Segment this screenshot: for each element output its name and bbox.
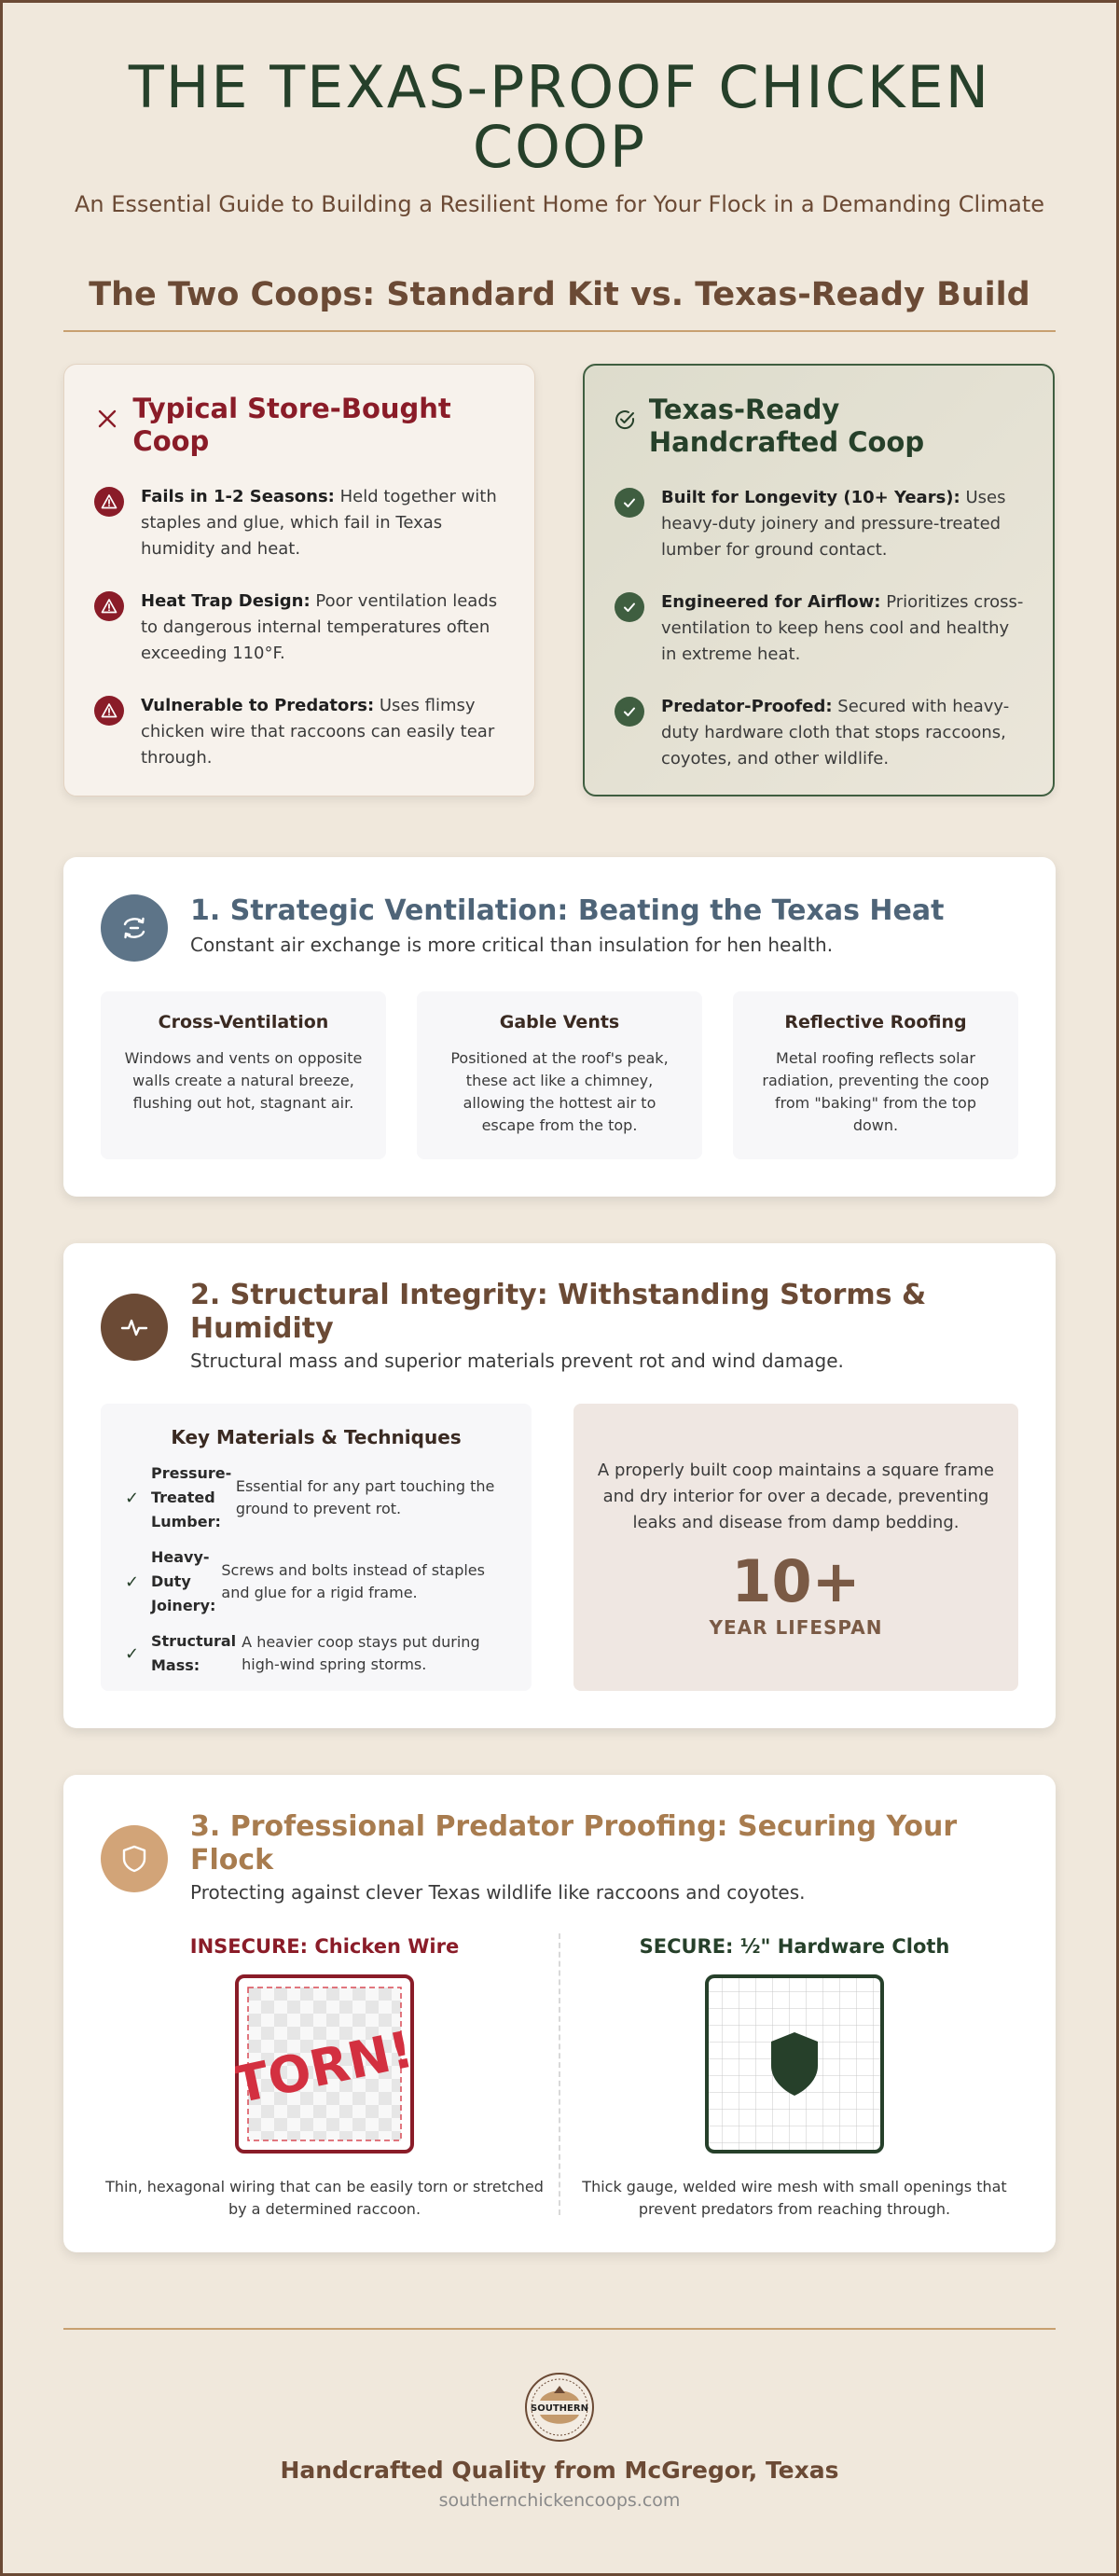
store-bought-coop-card (63, 364, 535, 796)
materials-box (101, 1404, 532, 1691)
item-label: Predator-Proofed: (661, 697, 833, 716)
info-box-title: Gable Vents (499, 1012, 620, 1032)
footer-divider (63, 2328, 1056, 2330)
structural-subtitle: Structural mass and superior materials prevent rot and wind damage. (190, 1350, 844, 1372)
list-item (125, 1629, 507, 1678)
structural-section (63, 1243, 1056, 1728)
page-title: THE TEXAS-PROOF CHICKEN COOP (128, 53, 991, 181)
material-label: Heavy-Duty Joinery: (151, 1548, 216, 1614)
list-item (613, 694, 1025, 772)
item-label: Heat Trap Design: (141, 591, 311, 611)
structural-title: 2. Structural Integrity: Withstanding Storms & Humidity (190, 1279, 927, 1345)
item-label: Vulnerable to Predators: (141, 696, 375, 715)
footer-title: Handcrafted Quality from McGregor, Texas (280, 2457, 839, 2484)
info-box-text: Positioned at the roof's peak, these act like a chimney, allowing the hottest air to escape from the top. (450, 1049, 669, 1134)
list-item (92, 693, 506, 771)
info-box-title: Reflective Roofing (784, 1012, 967, 1032)
item-text: Secured with heavy-duty hardware cloth that stops raccoons, coyotes, and other wildlife. (661, 697, 1010, 769)
material-text: Screws and bolts instead of staples and glue for a rigid frame. (221, 1561, 485, 1601)
footer-url-link[interactable]: southernchickencoops.com (438, 2490, 681, 2511)
airflow-icon (101, 894, 168, 962)
close-icon (92, 400, 121, 437)
predator-section (63, 1775, 1056, 2252)
insecure-text: Thin, hexagonal wiring that can be easily torn or stretched by a determined raccoon. (105, 2178, 544, 2218)
info-box-text: Windows and vents on opposite walls create a natural breeze, flushing out hot, stagnant air. (124, 1049, 363, 1112)
texas-ready-coop-card (583, 364, 1055, 796)
secure-column (571, 1935, 1018, 2221)
item-text: Held together with staples and glue, which fail in Texas humidity and heat. (141, 487, 497, 559)
list-item (613, 485, 1025, 563)
item-label: Fails in 1-2 Seasons: (141, 487, 335, 506)
item-label: Engineered for Airflow: (661, 592, 881, 612)
store-bought-coop-title: Typical Store-Bought Coop (132, 393, 451, 457)
insecure-column (101, 1935, 548, 2221)
material-label: Structural Mass: (151, 1632, 237, 1674)
shield-icon (101, 1825, 168, 1892)
item-text: Uses flimsy chicken wire that raccoons can easily tear through. (141, 696, 495, 768)
warning-icon (94, 487, 124, 517)
insecure-title: INSECURE: Chicken Wire (189, 1935, 460, 1958)
check-icon: ✓ (125, 1488, 140, 1508)
list-item (613, 589, 1025, 668)
page-subtitle: An Essential Guide to Building a Resilient Home for Your Flock in a Demanding Climate (74, 191, 1045, 217)
info-box-reflective-roofing (733, 991, 1018, 1159)
torn-stamp: TORN! (235, 2019, 414, 2115)
info-box-text: Metal roofing reflects solar radiation, preventing the coop from "baking" from the top down. (762, 1049, 989, 1134)
warning-icon (94, 696, 124, 726)
lifespan-number: 10+ (731, 1547, 861, 1615)
predator-subtitle: Protecting against clever Texas wildlife like raccoons and coyotes. (190, 1881, 806, 1904)
heading-divider (63, 330, 1056, 332)
material-label: Pressure-Treated Lumber: (151, 1464, 232, 1530)
check-icon: ✓ (125, 1572, 140, 1592)
check-icon (615, 488, 644, 518)
column-divider (559, 1933, 560, 2215)
item-text: Poor ventilation leads to dangerous internal temperatures often exceeding 110°F. (141, 591, 498, 663)
item-text: Uses heavy-duty joinery and pressure-treated lumber for ground contact. (661, 488, 1006, 560)
info-box-gable-vents (417, 991, 702, 1159)
material-text: A heavier coop stays put during high-wind spring storms. (242, 1633, 480, 1673)
secure-title: SECURE: ½" Hardware Cloth (639, 1935, 950, 1958)
lifespan-text: A properly built coop maintains a square frame and dry interior for over a decade, preventing leaks and disease from damp bedding. (597, 1461, 995, 1532)
lifespan-box (573, 1404, 1018, 1691)
material-text: Essential for any part touching the ground to prevent rot. (235, 1477, 495, 1517)
comparison-heading: The Two Coops: Standard Kit vs. Texas-Ready Build (89, 276, 1030, 313)
check-circle-icon (613, 401, 638, 438)
check-icon (615, 592, 644, 622)
info-box-title: Cross-Ventilation (158, 1012, 329, 1032)
check-icon: ✓ (125, 1643, 140, 1664)
predator-title: 3. Professional Predator Proofing: Securing Your Flock (190, 1810, 958, 1877)
southern-logo (523, 2371, 596, 2444)
lifespan-label: YEAR LIFESPAN (709, 1616, 883, 1639)
materials-title: Key Materials & Techniques (171, 1426, 462, 1448)
list-item (125, 1461, 507, 1534)
texas-ready-coop-title: Texas-Ready Handcrafted Coop (648, 394, 925, 458)
secure-text: Thick gauge, welded wire mesh with small openings that prevent predators from reaching through. (582, 2178, 1007, 2218)
hardware-cloth-illustration (705, 1974, 884, 2154)
list-item (125, 1545, 507, 1618)
logo-text: SOUTHERN (531, 2403, 588, 2414)
item-text: Prioritizes cross-ventilation to keep hens cool and healthy in extreme heat. (661, 592, 1024, 664)
check-icon (615, 697, 644, 727)
item-label: Built for Longevity (10+ Years): (661, 488, 960, 507)
list-item (92, 589, 506, 667)
ventilation-section (63, 857, 1056, 1197)
list-item (92, 484, 506, 562)
warning-icon (94, 591, 124, 621)
ventilation-subtitle: Constant air exchange is more critical than insulation for hen health. (190, 934, 834, 956)
info-box-cross-ventilation (101, 991, 386, 1159)
ventilation-title: 1. Strategic Ventilation: Beating the Texas Heat (190, 894, 945, 927)
chicken-wire-illustration (235, 1974, 414, 2154)
pulse-icon (101, 1294, 168, 1361)
